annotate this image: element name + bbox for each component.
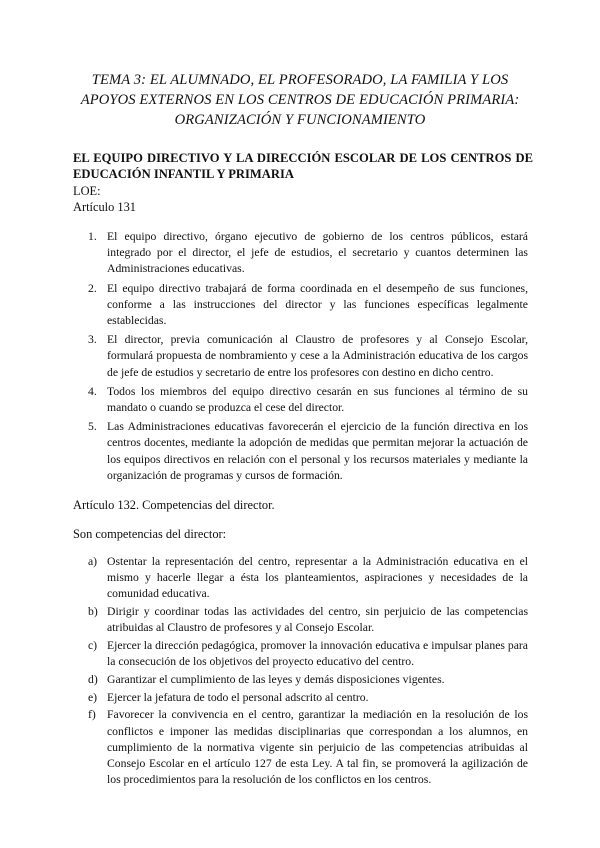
list-marker: 1. [88,230,97,243]
list-marker: c) [88,639,98,653]
list-item-text: Ostentar la representación del centro, representar a la Administración educativa en el mismo y hacerle llegar a ésta los planteamientos, aspiraciones y necesidades de la comunidad educativa. [107,555,528,601]
title-line: APOYOS EXTERNOS EN LOS CENTROS DE EDUCACIÓN PRIMARIA: [80,92,520,108]
list-item-text: Ejercer la jefatura de todo el personal adscrito al centro. [107,690,369,704]
list-item [73,638,528,670]
list-item-text: Favorecer la convivencia en el centro, garantizar la mediación en la resolución de los conflictos e imponer las medidas disciplinarias que correspondan a los alumnos, en cumplimiento de la normativa vigente sin perjuicio de las competencias atribuidas al Consejo Escolar en el artículo 127 de esta Ley. A tal fin, se promoverá la agilización de los procedimientos para la resolución de los conflictos en los centros. [107,708,528,787]
list-marker: e) [88,690,98,704]
competencias-intro: Son competencias del director: [73,527,227,541]
list-item-text: Todos los miembros del equipo directivo cesarán en sus funciones al término de su mandato o cuando se produzca el cese del director. [107,384,528,415]
list-item-text: El equipo directivo trabajará de forma coordinada en el desempeño de sus funciones, conforme a las instrucciones del director y las funciones específicas legalmente establecidas. [107,281,528,328]
list-marker: f) [88,708,96,722]
list-marker: 2. [88,281,97,295]
title-line: ORGANIZACIÓN Y FUNCIONAMIENTO [174,112,426,128]
list-item-text: El equipo directivo, órgano ejecutivo de gobierno de los centros públicos, estará integrado por el director, el jefe de estudios, el secretario y cuantos determinen las Administraciones educativas. [107,230,528,276]
list-item [73,672,528,688]
list-item-text: Ejercer la dirección pedagógica, promover la innovación educativa e impulsar planes para la consecución de los objetivos del proyecto educativo del centro. [107,639,528,669]
list-marker: b) [88,605,98,619]
list-marker: 4. [88,384,97,398]
list-marker: 3. [88,333,97,347]
list-item [73,604,528,636]
article-132-heading: Artículo 132. Competencias del director. [73,498,275,512]
list-item [73,384,528,416]
list-item-text: Dirigir y coordinar todas las actividades del centro, sin perjuicio de las competencias atribuidas al Claustro de profesores y al Consejo Escolar. [107,605,528,635]
loe-label: LOE: [73,184,101,198]
article-132-list [73,554,528,790]
list-item-text: Las Administraciones educativas favorecerán el ejercicio de la función directiva en los centros docentes, mediante la adopción de medidas que permitan mejorar la actuación de los equipos directivos en relación con el personal y los recursos materiales y mediante la organización de programas y cursos de formación. [107,420,528,482]
list-item [73,554,528,603]
article-131-list [73,229,528,487]
list-item [73,707,528,788]
document-title [60,70,540,130]
list-marker: a) [88,555,98,568]
list-marker: 5. [88,420,97,434]
list-item [73,690,528,706]
list-item-text: Garantizar el cumplimiento de las leyes y demás disposiciones vigentes. [107,672,445,686]
list-item [73,332,528,381]
list-marker: d) [88,672,98,686]
list-item-text: El director, previa comunicación al Claustro de profesores y al Consejo Escolar, formulará propuesta de nombramiento y cese a la Administración educativa de los cargos de jefe de estudios y secretario de entre los profesores con destino en dicho centro. [107,333,528,379]
section-heading: EL EQUIPO DIRECTIVO Y LA DIRECCIÓN ESCOLAR DE LOS CENTROS DE EDUCACIÓN INFANTIL Y PRIMARIA [73,151,533,181]
title-line: TEMA 3: EL ALUMNADO, EL PROFESORADO, LA FAMILIA Y LOS [91,72,509,88]
list-item [73,229,528,278]
list-item [73,281,528,330]
list-item [73,419,528,484]
article-131-heading: Artículo 131 [73,200,136,214]
